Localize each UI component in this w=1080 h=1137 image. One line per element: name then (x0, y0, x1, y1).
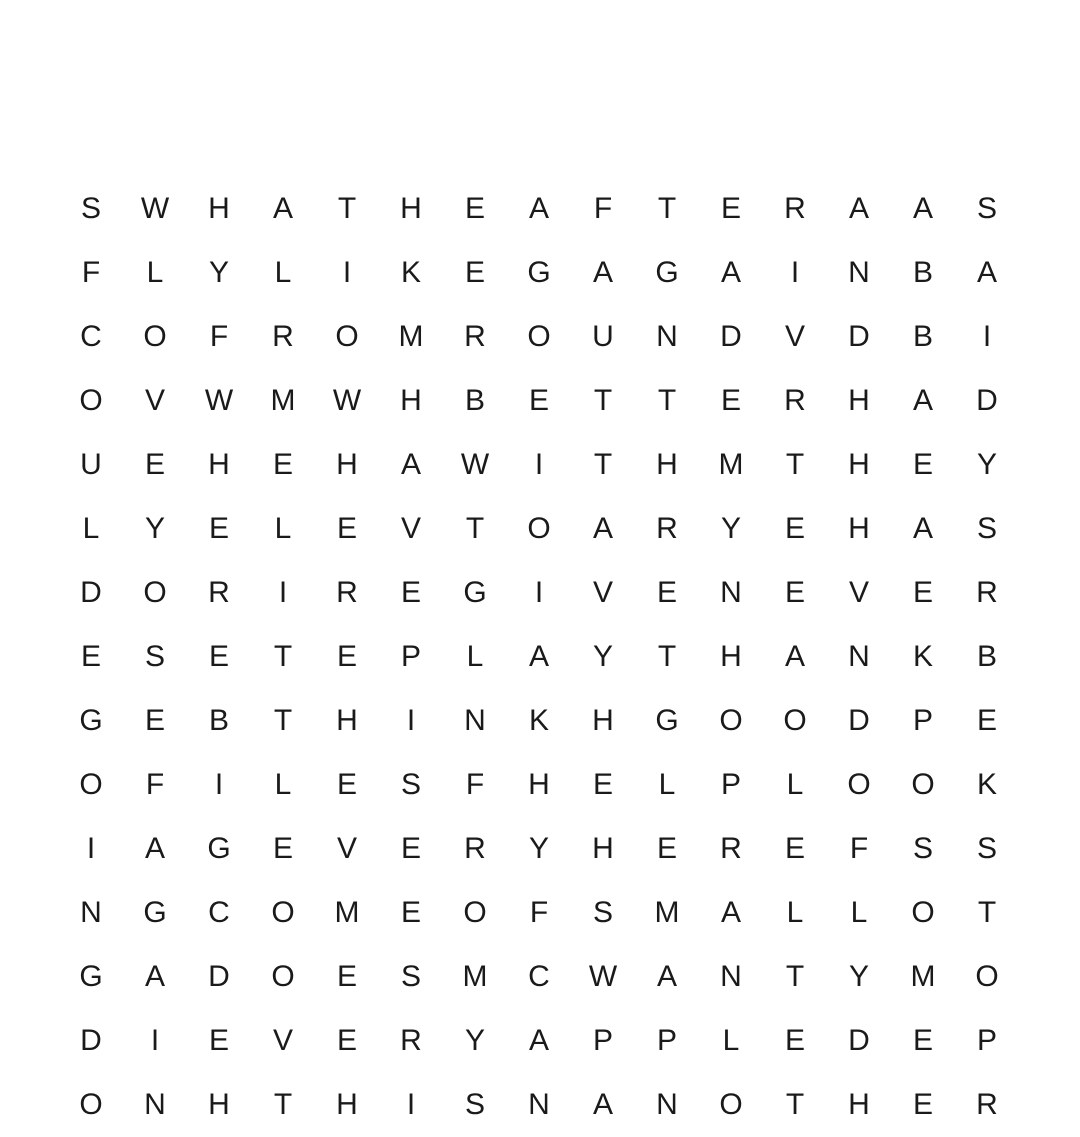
letter-cell[interactable]: D (848, 320, 870, 353)
letter-cell[interactable]: B (912, 256, 933, 289)
letter-cell[interactable]: N (720, 960, 742, 993)
letter-cell[interactable]: A (528, 1024, 549, 1057)
letter-cell[interactable]: B (912, 320, 933, 353)
letter-cell[interactable]: I (278, 576, 288, 609)
letter-cell[interactable]: R (464, 320, 486, 353)
letter-cell[interactable]: E (528, 384, 549, 417)
letter-cell[interactable]: W (332, 384, 362, 417)
letter-cell[interactable]: A (528, 192, 549, 225)
letter-cell[interactable]: R (976, 1088, 998, 1121)
letter-cell[interactable]: M (718, 448, 744, 481)
letter-cell[interactable]: N (144, 1088, 166, 1121)
letter-cell[interactable]: L (274, 512, 292, 545)
letter-cell[interactable]: A (720, 896, 741, 929)
letter-cell[interactable]: M (910, 960, 936, 993)
letter-cell[interactable]: Y (208, 256, 229, 289)
letter-cell[interactable]: R (400, 1024, 422, 1057)
letter-cell[interactable]: R (784, 192, 806, 225)
letter-cell[interactable]: H (592, 704, 614, 737)
letter-cell[interactable]: G (79, 704, 103, 737)
letter-cell[interactable]: D (208, 960, 230, 993)
letter-cell[interactable]: U (592, 320, 614, 353)
letter-cell[interactable]: S (80, 192, 101, 225)
letter-cell[interactable]: V (592, 576, 613, 609)
letter-cell[interactable]: R (784, 384, 806, 417)
letter-cell[interactable]: S (592, 896, 613, 929)
letter-cell[interactable]: H (400, 384, 422, 417)
letter-cell[interactable]: O (783, 704, 807, 737)
letter-cell[interactable]: L (274, 256, 292, 289)
letter-cell[interactable]: O (271, 960, 295, 993)
letter-cell[interactable]: T (785, 448, 805, 481)
letter-cell[interactable]: E (336, 768, 357, 801)
letter-cell[interactable]: T (465, 512, 485, 545)
letter-cell[interactable]: D (80, 1024, 102, 1057)
letter-cell[interactable]: Y (528, 832, 549, 865)
letter-cell[interactable]: E (400, 832, 421, 865)
letter-cell[interactable]: W (588, 960, 618, 993)
letter-cell[interactable]: S (976, 512, 997, 545)
letter-cell[interactable]: E (208, 1024, 229, 1057)
letter-cell[interactable]: Y (592, 640, 613, 673)
letter-cell[interactable]: I (406, 704, 416, 737)
letter-cell[interactable]: K (400, 256, 421, 289)
letter-cell[interactable]: H (400, 192, 422, 225)
letter-cell[interactable]: F (849, 832, 869, 865)
letter-cell[interactable]: H (336, 1088, 358, 1121)
letter-cell[interactable]: S (144, 640, 165, 673)
letter-cell[interactable]: P (656, 1024, 677, 1057)
letter-cell[interactable]: N (848, 256, 870, 289)
letter-cell[interactable]: E (656, 832, 677, 865)
letter-cell[interactable]: W (460, 448, 490, 481)
letter-cell[interactable]: D (848, 1024, 870, 1057)
letter-cell[interactable]: E (784, 576, 805, 609)
letter-cell[interactable]: Y (848, 960, 869, 993)
letter-cell[interactable]: F (593, 192, 613, 225)
letter-cell[interactable]: E (592, 768, 613, 801)
letter-cell[interactable]: Y (976, 448, 997, 481)
letter-cell[interactable]: A (720, 256, 741, 289)
letter-cell[interactable]: T (593, 384, 613, 417)
letter-cell[interactable]: S (400, 768, 421, 801)
letter-cell[interactable]: G (463, 576, 487, 609)
letter-cell[interactable]: A (272, 192, 293, 225)
letter-cell[interactable]: E (400, 896, 421, 929)
letter-cell[interactable]: S (912, 832, 933, 865)
letter-cell[interactable]: E (144, 704, 165, 737)
letter-cell[interactable]: E (272, 448, 293, 481)
letter-cell[interactable]: T (785, 1088, 805, 1121)
letter-cell[interactable]: A (592, 1088, 613, 1121)
letter-cell[interactable]: E (912, 1024, 933, 1057)
letter-cell[interactable]: M (334, 896, 360, 929)
letter-cell[interactable]: H (848, 448, 870, 481)
letter-cell[interactable]: V (400, 512, 421, 545)
letter-cell[interactable]: P (592, 1024, 613, 1057)
letter-cell[interactable]: L (850, 896, 868, 929)
letter-cell[interactable]: I (150, 1024, 160, 1057)
letter-cell[interactable]: H (208, 448, 230, 481)
letter-cell[interactable]: E (208, 640, 229, 673)
letter-cell[interactable]: L (722, 1024, 740, 1057)
letter-cell[interactable]: H (336, 448, 358, 481)
letter-cell[interactable]: H (336, 704, 358, 737)
letter-cell[interactable]: E (976, 704, 997, 737)
letter-cell[interactable]: E (336, 512, 357, 545)
letter-cell[interactable]: D (976, 384, 998, 417)
letter-cell[interactable]: E (336, 1024, 357, 1057)
letter-cell[interactable]: V (784, 320, 805, 353)
letter-cell[interactable]: W (204, 384, 234, 417)
letter-cell[interactable]: L (658, 768, 676, 801)
letter-cell[interactable]: C (80, 320, 102, 353)
letter-cell[interactable]: E (80, 640, 101, 673)
letter-cell[interactable]: A (528, 640, 549, 673)
letter-cell[interactable]: T (657, 384, 677, 417)
letter-cell[interactable]: H (720, 640, 742, 673)
letter-cell[interactable]: T (657, 640, 677, 673)
letter-cell[interactable]: C (208, 896, 230, 929)
letter-cell[interactable]: I (214, 768, 224, 801)
letter-cell[interactable]: R (208, 576, 230, 609)
letter-cell[interactable]: M (462, 960, 488, 993)
letter-cell[interactable]: E (336, 640, 357, 673)
letter-cell[interactable]: E (464, 192, 485, 225)
letter-cell[interactable]: O (335, 320, 359, 353)
letter-cell[interactable]: P (976, 1024, 997, 1057)
letter-cell[interactable]: O (143, 576, 167, 609)
letter-cell[interactable]: A (848, 192, 869, 225)
letter-cell[interactable]: O (911, 896, 935, 929)
letter-cell[interactable]: V (272, 1024, 293, 1057)
letter-cell[interactable]: A (592, 512, 613, 545)
letter-cell[interactable]: S (976, 192, 997, 225)
letter-cell[interactable]: G (143, 896, 167, 929)
letter-cell[interactable]: H (656, 448, 678, 481)
letter-cell[interactable]: H (848, 384, 870, 417)
letter-cell[interactable]: D (720, 320, 742, 353)
letter-cell[interactable]: F (209, 320, 229, 353)
letter-cell[interactable]: F (145, 768, 165, 801)
letter-cell[interactable]: A (976, 256, 997, 289)
letter-cell[interactable]: Y (144, 512, 165, 545)
letter-cell[interactable]: R (976, 576, 998, 609)
letter-cell[interactable]: I (982, 320, 992, 353)
letter-cell[interactable]: B (208, 704, 229, 737)
letter-cell[interactable]: L (82, 512, 100, 545)
letter-cell[interactable]: N (464, 704, 486, 737)
letter-cell[interactable]: A (656, 960, 677, 993)
letter-cell[interactable]: L (466, 640, 484, 673)
letter-cell[interactable]: O (271, 896, 295, 929)
letter-cell[interactable]: H (528, 768, 550, 801)
letter-cell[interactable]: I (342, 256, 352, 289)
letter-cell[interactable]: R (336, 576, 358, 609)
letter-cell[interactable]: K (912, 640, 933, 673)
letter-cell[interactable]: A (400, 448, 421, 481)
letter-cell[interactable]: E (656, 576, 677, 609)
letter-cell[interactable]: A (784, 640, 805, 673)
letter-cell[interactable]: I (406, 1088, 416, 1121)
letter-cell[interactable]: V (144, 384, 165, 417)
letter-cell[interactable]: T (337, 192, 357, 225)
letter-cell[interactable]: V (848, 576, 869, 609)
letter-cell[interactable]: E (464, 256, 485, 289)
letter-cell[interactable]: L (786, 768, 804, 801)
letter-cell[interactable]: R (656, 512, 678, 545)
letter-cell[interactable]: I (534, 576, 544, 609)
letter-cell[interactable]: G (79, 960, 103, 993)
letter-cell[interactable]: A (912, 192, 933, 225)
letter-cell[interactable]: T (273, 704, 293, 737)
letter-cell[interactable]: O (719, 1088, 743, 1121)
letter-cell[interactable]: O (79, 768, 103, 801)
letter-cell[interactable]: G (655, 704, 679, 737)
letter-cell[interactable]: S (400, 960, 421, 993)
letter-cell[interactable]: M (270, 384, 296, 417)
letter-cell[interactable]: G (655, 256, 679, 289)
letter-cell[interactable]: L (274, 768, 292, 801)
letter-cell[interactable]: U (80, 448, 102, 481)
letter-cell[interactable]: P (720, 768, 741, 801)
letter-cell[interactable]: Y (464, 1024, 485, 1057)
letter-cell[interactable]: P (912, 704, 933, 737)
letter-cell[interactable]: E (336, 960, 357, 993)
letter-cell[interactable]: N (848, 640, 870, 673)
letter-cell[interactable]: I (534, 448, 544, 481)
letter-cell[interactable]: M (398, 320, 424, 353)
letter-cell[interactable]: T (657, 192, 677, 225)
letter-cell[interactable]: O (527, 320, 551, 353)
letter-cell[interactable]: A (912, 384, 933, 417)
letter-cell[interactable]: R (720, 832, 742, 865)
letter-cell[interactable]: T (593, 448, 613, 481)
letter-cell[interactable]: O (975, 960, 999, 993)
letter-cell[interactable]: F (529, 896, 549, 929)
letter-cell[interactable]: V (336, 832, 357, 865)
letter-cell[interactable]: H (208, 192, 230, 225)
letter-cell[interactable]: T (977, 896, 997, 929)
letter-cell[interactable]: E (720, 192, 741, 225)
letter-cell[interactable]: A (592, 256, 613, 289)
letter-cell[interactable]: O (79, 384, 103, 417)
letter-cell[interactable]: O (463, 896, 487, 929)
letter-cell[interactable]: O (143, 320, 167, 353)
letter-cell[interactable]: A (144, 832, 165, 865)
letter-cell[interactable]: E (912, 1088, 933, 1121)
letter-cell[interactable]: E (912, 576, 933, 609)
letter-cell[interactable]: H (848, 512, 870, 545)
letter-cell[interactable]: W (140, 192, 170, 225)
letter-cell[interactable]: H (208, 1088, 230, 1121)
letter-cell[interactable]: R (272, 320, 294, 353)
letter-cell[interactable]: T (273, 1088, 293, 1121)
letter-cell[interactable]: E (208, 512, 229, 545)
letter-cell[interactable]: O (847, 768, 871, 801)
letter-cell[interactable]: T (273, 640, 293, 673)
letter-cell[interactable]: I (86, 832, 96, 865)
letter-cell[interactable]: B (976, 640, 997, 673)
letter-cell[interactable]: D (80, 576, 102, 609)
letter-cell[interactable]: S (464, 1088, 485, 1121)
letter-cell[interactable]: H (592, 832, 614, 865)
letter-cell[interactable]: H (848, 1088, 870, 1121)
letter-cell[interactable]: O (527, 512, 551, 545)
word-search-grid (59, 177, 1019, 1137)
letter-cell[interactable]: E (720, 384, 741, 417)
letter-cell[interactable]: G (207, 832, 231, 865)
letter-cell[interactable]: E (272, 832, 293, 865)
letter-cell[interactable]: E (784, 512, 805, 545)
letter-cell[interactable]: G (527, 256, 551, 289)
letter-cell[interactable]: A (912, 512, 933, 545)
letter-cell[interactable]: I (790, 256, 800, 289)
letter-cell[interactable]: A (144, 960, 165, 993)
letter-cell[interactable]: E (144, 448, 165, 481)
letter-cell[interactable]: O (79, 1088, 103, 1121)
letter-cell[interactable]: R (464, 832, 486, 865)
letter-cell[interactable]: S (976, 832, 997, 865)
letter-cell[interactable]: O (719, 704, 743, 737)
letter-cell[interactable]: E (784, 1024, 805, 1057)
letter-cell[interactable]: L (786, 896, 804, 929)
letter-cell[interactable]: C (528, 960, 550, 993)
letter-cell[interactable]: F (465, 768, 485, 801)
letter-cell[interactable]: E (400, 576, 421, 609)
letter-cell[interactable]: F (81, 256, 101, 289)
letter-cell[interactable]: N (80, 896, 102, 929)
letter-cell[interactable]: K (976, 768, 997, 801)
letter-cell[interactable]: N (656, 1088, 678, 1121)
letter-cell[interactable]: D (848, 704, 870, 737)
letter-cell[interactable]: E (912, 448, 933, 481)
letter-cell[interactable]: N (528, 1088, 550, 1121)
letter-cell[interactable]: M (654, 896, 680, 929)
letter-cell[interactable]: N (656, 320, 678, 353)
letter-cell[interactable]: L (146, 256, 164, 289)
letter-cell[interactable]: N (720, 576, 742, 609)
letter-cell[interactable]: P (400, 640, 421, 673)
letter-cell[interactable]: K (528, 704, 549, 737)
letter-cell[interactable]: B (464, 384, 485, 417)
letter-cell[interactable]: T (785, 960, 805, 993)
letter-cell[interactable]: Y (720, 512, 741, 545)
letter-cell[interactable]: O (911, 768, 935, 801)
letter-cell[interactable]: E (784, 832, 805, 865)
